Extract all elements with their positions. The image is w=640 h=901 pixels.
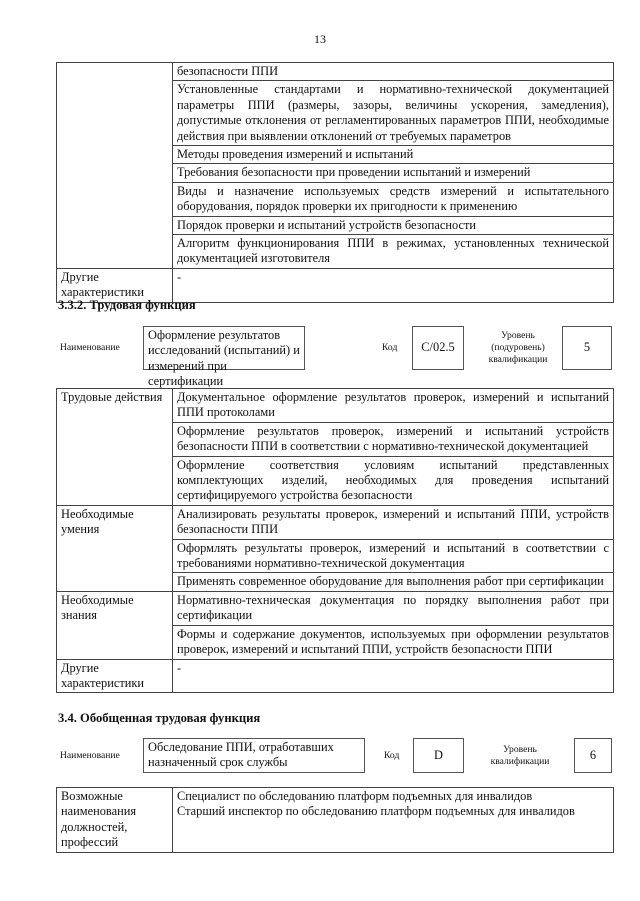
row-label: Необходимые знания <box>57 591 173 659</box>
level-box: 6 <box>574 738 612 773</box>
table-row <box>57 505 614 539</box>
row-label: Другие характеристики <box>57 659 173 693</box>
row-item: - <box>173 659 614 693</box>
row-item: Требования безопасности при проведении испытаний и измерений <box>173 164 614 182</box>
row-item: Нормативно-техническая документация по порядку выполнения работ при сертификации <box>173 591 614 625</box>
job-title: Старший инспектор по обследованию платформ подъемных для инвалидов <box>177 804 575 819</box>
knowledge-table-continued <box>56 62 614 303</box>
level-box: 5 <box>562 326 612 370</box>
code-label: Код <box>382 342 398 353</box>
job-title: Специалист по обследованию платформ подъемных для инвалидов <box>177 789 533 803</box>
table-row <box>57 591 614 625</box>
table-row <box>57 659 614 693</box>
code-box: D <box>413 738 464 773</box>
row-item: Документальное оформление результатов проверок, измерений и испытаний ППИ протоколами <box>173 389 614 423</box>
row-label: Необходимые умения <box>57 505 173 591</box>
section-heading-3-3-2: 3.3.2. Трудовая функция <box>58 298 196 312</box>
name-label: Наименование <box>60 750 120 761</box>
table-row <box>57 63 614 81</box>
job-titles-table <box>56 787 614 853</box>
labor-function-table <box>56 388 614 693</box>
row-item: безопасности ППИ <box>173 63 614 81</box>
row-item: Виды и назначение используемых средств измерений и испытательного оборудования, порядок проверки их пригодности к применению <box>173 182 614 216</box>
row-item: Формы и содержание документов, используемых при оформлении результатов проверок, измерений и испытаний ППИ, устройств безопасности ППИ <box>173 625 614 659</box>
row-item: Алгоритм функционирования ППИ в режимах, установленных технической документацией изготовителя <box>173 235 614 269</box>
name-label: Наименование <box>60 342 120 353</box>
row-item: Применять современное оборудование для выполнения работ при сертификации <box>173 573 614 591</box>
code-box: C/02.5 <box>412 326 464 370</box>
table-row <box>57 389 614 423</box>
row-item: Оформлять результаты проверок, измерений и испытаний в соответствии с требованиями нормативно-технической документация <box>173 539 614 573</box>
level-label: Уровень (подуровень) квалификации <box>488 330 548 365</box>
level-label: Уровень квалификации <box>490 744 550 767</box>
code-label: Код <box>384 750 400 761</box>
function-name-box: Обследование ППИ, отработавших назначенный срок службы <box>143 738 365 773</box>
row-item: Методы проведения измерений и испытаний <box>173 146 614 164</box>
function-name-box: Оформление результатов исследований (испытаний) и измерений при сертификации <box>143 326 305 370</box>
row-label: Трудовые действия <box>57 389 173 506</box>
row-item: Установленные стандартами и нормативно-технической документацией параметры ППИ (размеры, зазоры, величины ускорения, замедления), допустимые отклонения от регламентированных параметров ППИ, необходимые действия при выявлении отклонений от требуемых параметров <box>173 81 614 146</box>
row-item: Анализировать результаты проверок, измерений и испытаний ППИ, устройств безопасности ППИ <box>173 505 614 539</box>
row-label: Возможные наименования должностей, профессий <box>57 788 173 853</box>
row-item: Оформление результатов проверок, измерений и испытаний устройств безопасности ППИ в соответствии с нормативно-технической документацией <box>173 422 614 456</box>
row-item: - <box>173 268 614 302</box>
section-heading-3-4: 3.4. Обобщенная трудовая функция <box>58 711 261 725</box>
page-number: 13 <box>314 32 326 46</box>
row-label: Другие характеристики <box>57 268 173 302</box>
row-label <box>57 63 173 269</box>
row-item: Оформление соответствия условиям испытаний представленных комплектующих изделий, необходимых для проведения испытаний сертифицируемого устройства безопасности <box>173 456 614 505</box>
row-item: Порядок проверки и испытаний устройств безопасности <box>173 216 614 234</box>
